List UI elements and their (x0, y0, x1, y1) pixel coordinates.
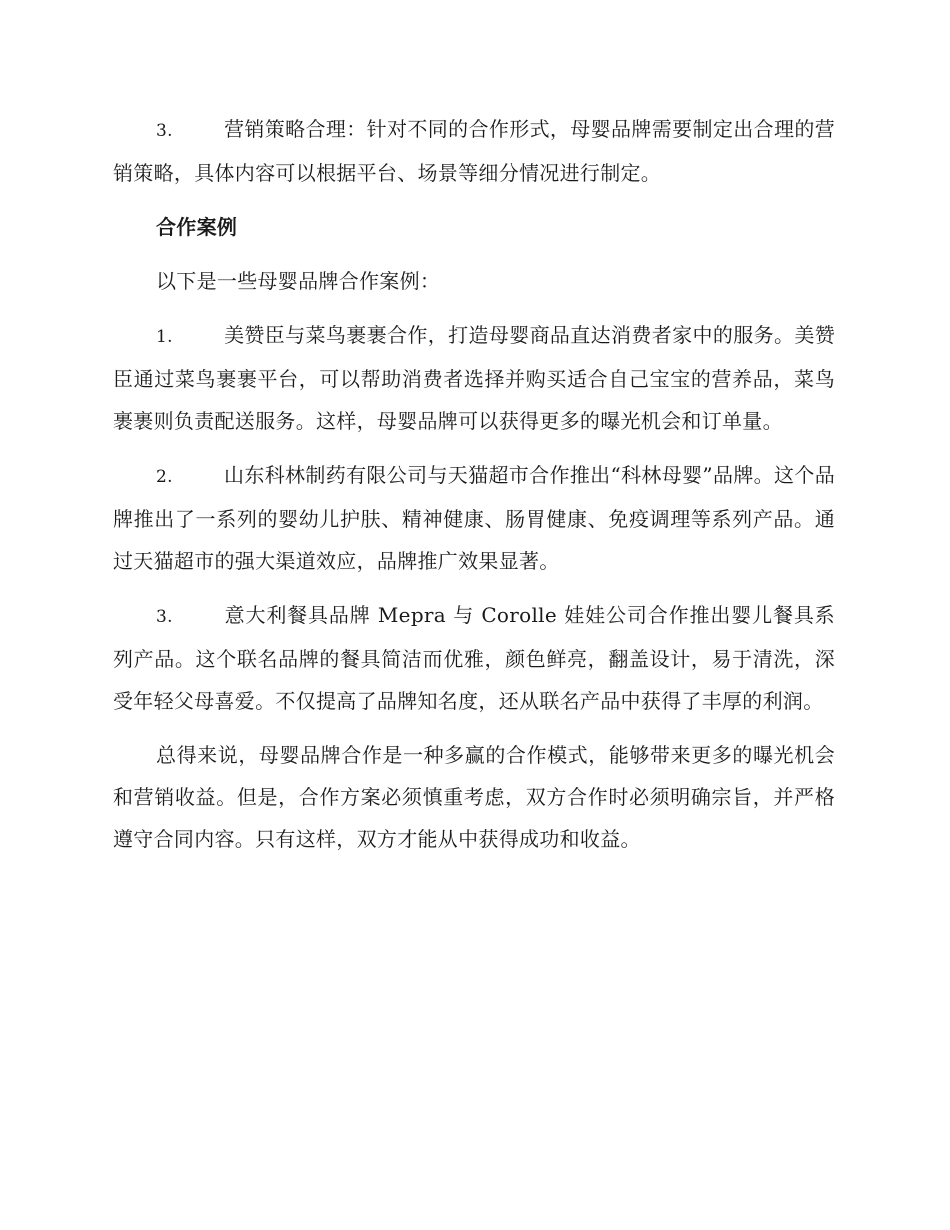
list-item-text: 美赞臣与菜鸟裹裹合作，打造母婴商品直达消费者家中的服务。美赞臣通过菜鸟裹裹平台，可以帮助消费者选择并购买适合自己宝宝的营养品，菜鸟裹裹则负责配送服务。这样，母婴品牌可以获得更多的曝光机会和订单量。 (113, 323, 835, 433)
list-number: 3. (156, 607, 173, 627)
case-item-1 (113, 314, 835, 442)
section-intro: 以下是一些母婴品牌合作案例： (156, 269, 441, 293)
case-item-3 (113, 594, 835, 722)
section-heading: 合作案例 (156, 215, 238, 239)
list-number: 1. (156, 327, 173, 347)
list-number: 3. (156, 121, 173, 141)
conclusion-paragraph: 总得来说，母婴品牌合作是一种多赢的合作模式，能够带来更多的曝光机会和营销收益。但是，合作方案必须慎重考虑，双方合作时必须明确宗旨，并严格遵守合同内容。只有这样，双方才能从中获得成功和收益。 (113, 743, 835, 851)
case-item-2 (113, 454, 835, 582)
strategy-item-3 (113, 108, 835, 194)
list-item-text: 山东科林制药有限公司与天猫超市合作推出“科林母婴”品牌。这个品牌推出了一系列的婴幼儿护肤、精神健康、肠胃健康、免疫调理等系列产品。通过天猫超市的强大渠道效应，品牌推广效果显著。 (113, 463, 835, 573)
document-body (113, 108, 835, 872)
list-item-text: 营销策略合理：针对不同的合作形式，母婴品牌需要制定出合理的营销策略，具体内容可以根据平台、场景等细分情况进行制定。 (113, 117, 835, 185)
list-item-text: 意大利餐具品牌 Mepra 与 Corolle 娃娃公司合作推出婴儿餐具系列产品。这个联名品牌的餐具简洁而优雅，颜色鲜亮，翻盖设计，易于清洗，深受年轻父母喜爱。不仅提高了品牌知名度，还从联名产品中获得了丰厚的利润。 (113, 603, 835, 713)
list-number: 2. (156, 467, 173, 487)
